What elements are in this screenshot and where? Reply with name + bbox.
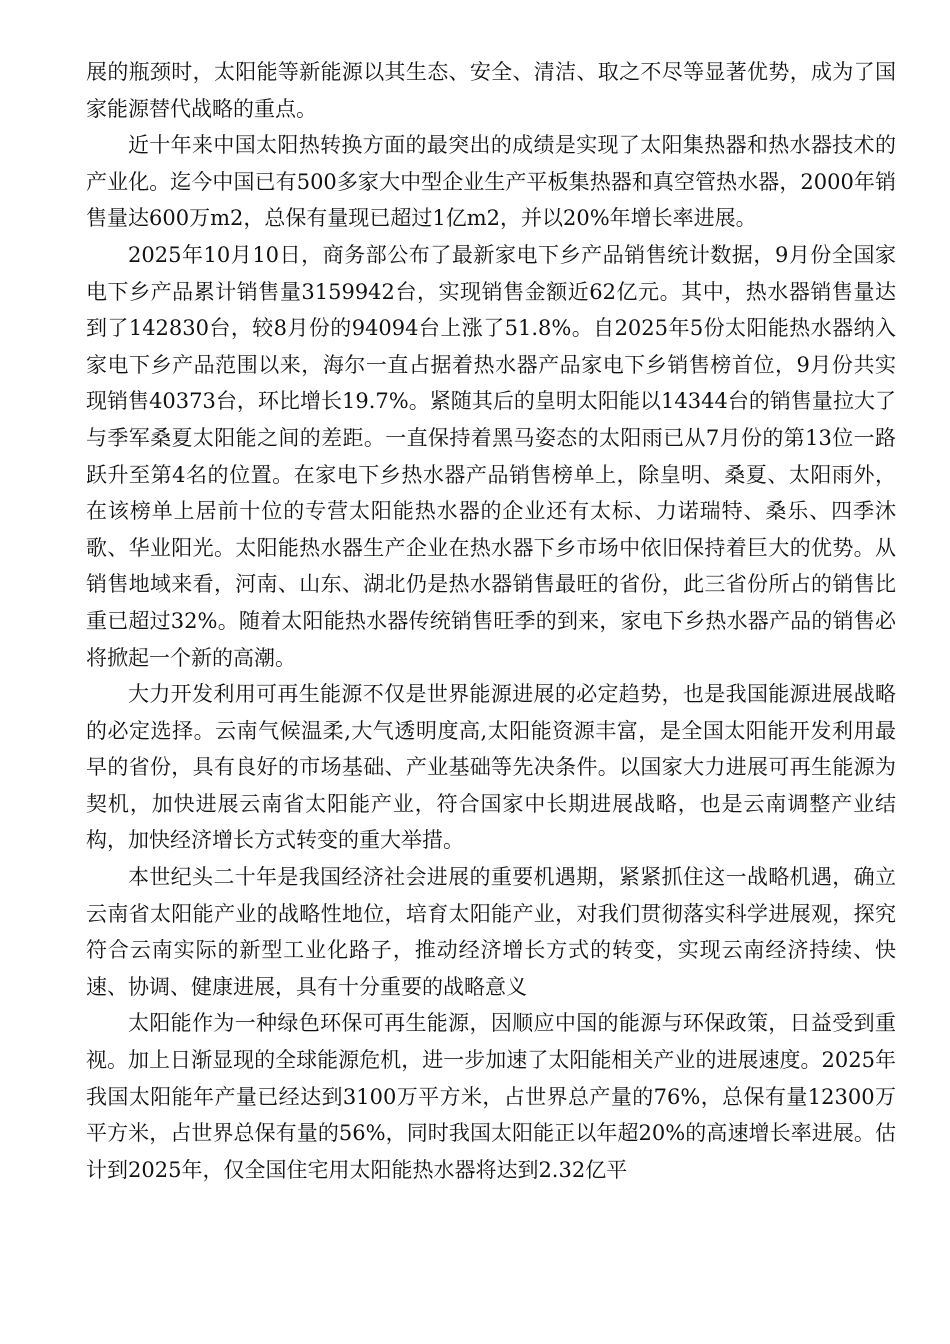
paragraph-sales-statistics: 2025年10月10日，商务部公布了最新家电下乡产品销售统计数据，9月份全国家电下乡产品累计销售量3159942台，实现销售金额近62亿元。其中，热水器销售量达到了142830台，较8月份的94094台上涨了51.8%。自2025年5份太阳能热水器纳入家电下乡产品范围以来，海尔一直占据着热水器产品家电下乡销售榜首位，9月份共实现销售40373台，环比增长19.7%。紧随其后的皇明太阳能以14344台的销售量拉大了与季军桑夏太阳能之间的差距。一直保持着黑马姿态的太阳雨已从7月份的第13位一路跃升至第4名的位置。在家电下乡热水器产品销售榜单上，除皇明、桑夏、太阳雨外，在该榜单上居前十位的专营太阳能热水器的企业还有太标、力诺瑞特、桑乐、四季沐歌、华业阳光。太阳能热水器生产企业在热水器下乡市场中依旧保持着巨大的优势。从销售地域来看，河南、山东、湖北仍是热水器销售最旺的省份，此三省份所占的销售比重已超过32%。随着太阳能热水器传统销售旺季的到来，家电下乡热水器产品的销售必将掀起一个新的高潮。 [86, 242, 896, 670]
paragraph-green-energy: 太阳能作为一种绿色环保可再生能源，因顺应中国的能源与环保政策，日益受到重视。加上日渐显现的全球能源危机，进一步加速了太阳能相关产业的进展速度。2025年我国太阳能年产量已经达到3100万平方米，占世界总产量的76%，总保有量12300万平方米，占世界总保有量的56%，同时我国太阳能正以年超20%的高速增长率进展。估计到2025年，仅全国住宅用太阳能热水器将达到2.32亿平 [86, 1011, 896, 1182]
paragraph-yunnan-strategy: 大力开发利用可再生能源不仅是世界能源进展的必定趋势，也是我国能源进展战略的必定选择。云南气候温柔,大气透明度高,太阳能资源丰富，是全国太阳能开发利用最早的省份，具有良好的市场基础、产业基础等先决条件。以国家大力进展可再生能源为契机，加快进展云南省太阳能产业，符合国家中长期进展战略，也是云南调整产业结构，加快经济增长方式转变的重大举措。 [86, 682, 896, 853]
paragraph-continuation: 展的瓶颈时，太阳能等新能源以其生态、安全、清洁、取之不尽等显著优势，成为了国家能源替代战略的重点。 [86, 60, 896, 121]
paragraph-industrialization: 近十年来中国太阳热转换方面的最突出的成绩是实现了太阳集热器和热水器技术的产业化。迄今中国已有500多家大中型企业生产平板集热器和真空管热水器，2000年销售量达600万m2，总保有量现已超过1亿m2，并以20%年增长率进展。 [86, 133, 896, 231]
paragraph-strategic-opportunity: 本世纪头二十年是我国经济社会进展的重要机遇期，紧紧抓住这一战略机遇，确立云南省太阳能产业的战略性地位，培育太阳能产业，对我们贯彻落实科学进展观，探究符合云南实际的新型工业化路子，推动经济增长方式的转变，实现云南经济持续、快速、协调、健康进展，具有十分重要的战略意义 [86, 865, 896, 999]
